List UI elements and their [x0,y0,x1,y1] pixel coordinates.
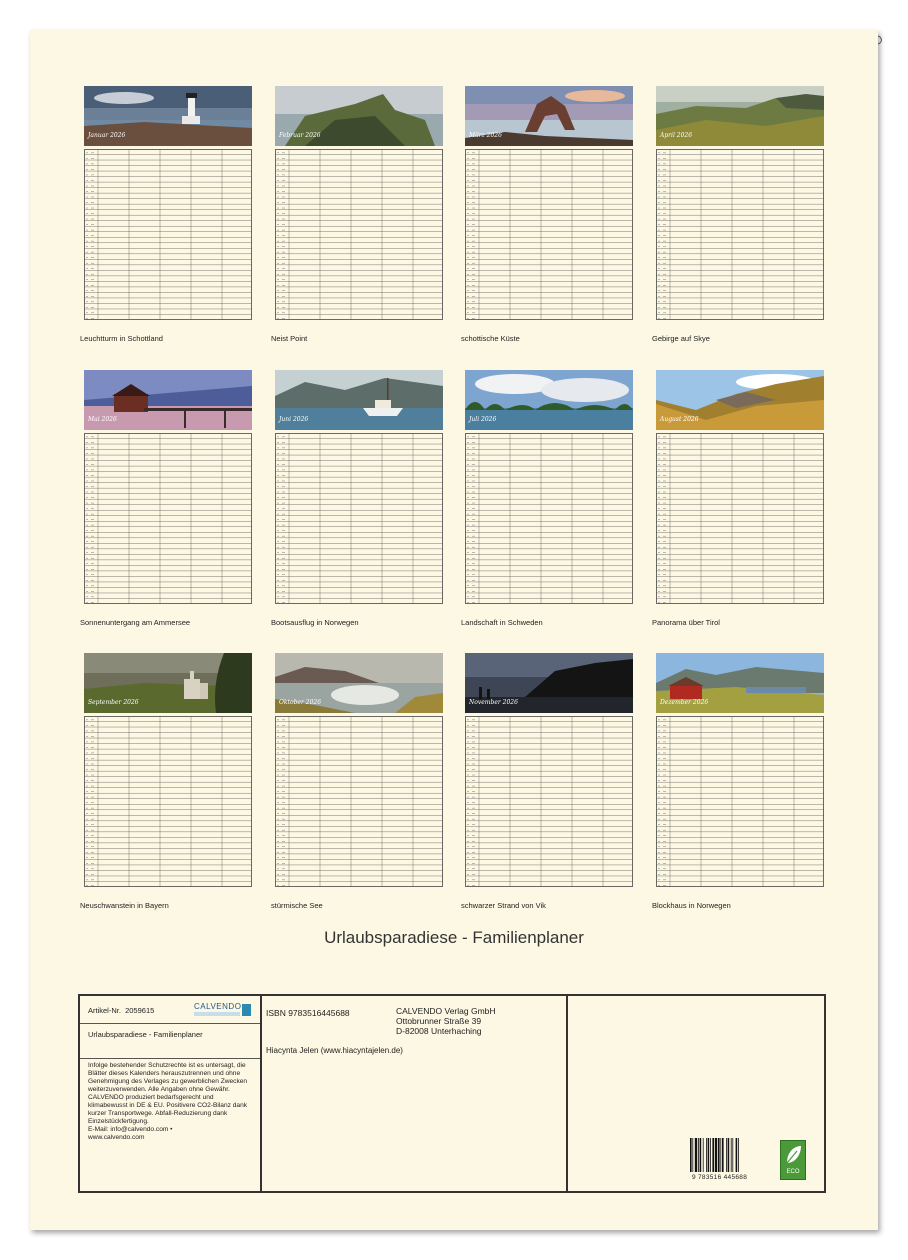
month-grid [656,716,824,887]
imprint-column-middle [260,996,568,1191]
photo-caption: Neist Point [271,334,308,343]
photo-caption: stürmische See [271,901,323,910]
author-credit: Hiacynta Jelen (www.hiacyntajelen.de) [266,1046,403,1055]
month-label: November 2026 [469,699,518,706]
month-label: August 2026 [660,416,699,423]
photo-caption: schwarzer Strand von Vik [461,901,546,910]
publisher-address: CALVENDO Verlag GmbH Ottobrunner Straße 39 D-82008 Unterhaching [396,1006,496,1036]
month-label: März 2026 [469,132,502,139]
leaf-icon [781,1141,805,1169]
month-label: April 2026 [660,132,693,139]
product-title: Urlaubsparadiese - Familienplaner [88,1030,203,1039]
month-grid [465,149,633,320]
imprint-box [78,994,826,1193]
photo-caption: Gebirge auf Skye [652,334,710,343]
month-grid [84,149,252,320]
article-number: Artikel-Nr. 2059615 [88,1006,155,1015]
month-grid [275,149,443,320]
month-grid [465,716,633,887]
month-label: Januar 2026 [88,132,126,139]
month-label: September 2026 [88,699,139,706]
month-label: Mai 2026 [88,416,117,423]
legal-notice: Infolge bestehender Schutzrechte ist es untersagt, die Blätter dieses Kalenders herauszutrennen und ohne Genehmigung des Verlages zu gewerblichen Zwecken weiterzuverwenden. Alle Angaben ohne Gewähr. CALVENDO produziert bedarfsgerecht und klimabewusst in DE & EU. Positivere CO2-Bilanz dank kurzer Transportwege. Abfall-Reduzierung dank Einzelstückfertigung. E-Mail: info@calvendo.com • www.calvendo.com [88,1062,248,1141]
eco-badge: ECO [780,1140,806,1180]
photo-caption: Landschaft in Schweden [461,618,543,627]
calendar-title: Urlaubsparadiese - Familienplaner [324,928,584,947]
month-label: Juni 2026 [279,416,309,423]
calvendo-logo: CALVENDO [194,1002,252,1018]
month-label: Februar 2026 [279,132,321,139]
photo-caption: Neuschwanstein in Bayern [80,901,169,910]
isbn: ISBN 9783516445688 [266,1008,350,1018]
month-grid [275,433,443,604]
photo-caption: Blockhaus in Norwegen [652,901,731,910]
month-grid [84,716,252,887]
photo-caption: Sonnenuntergang am Ammersee [80,618,191,627]
barcode-digits: 9 783516 445688 [692,1174,748,1181]
photo-caption: Panorama über Tirol [652,618,720,627]
photo-caption: Leuchtturm in Schottland [80,334,163,343]
photo-caption: Bootsausflug in Norwegen [271,618,359,627]
imprint-column-left [80,996,262,1191]
month-grid [84,433,252,604]
month-label: Dezember 2026 [660,699,709,706]
month-grid [656,149,824,320]
month-grid [465,433,633,604]
month-grid [275,716,443,887]
month-grid [656,433,824,604]
month-label: Oktober 2026 [279,699,322,706]
imprint-column-right [566,996,824,1191]
photo-caption: schottische Küste [461,334,520,343]
month-label: Juli 2026 [469,416,497,423]
